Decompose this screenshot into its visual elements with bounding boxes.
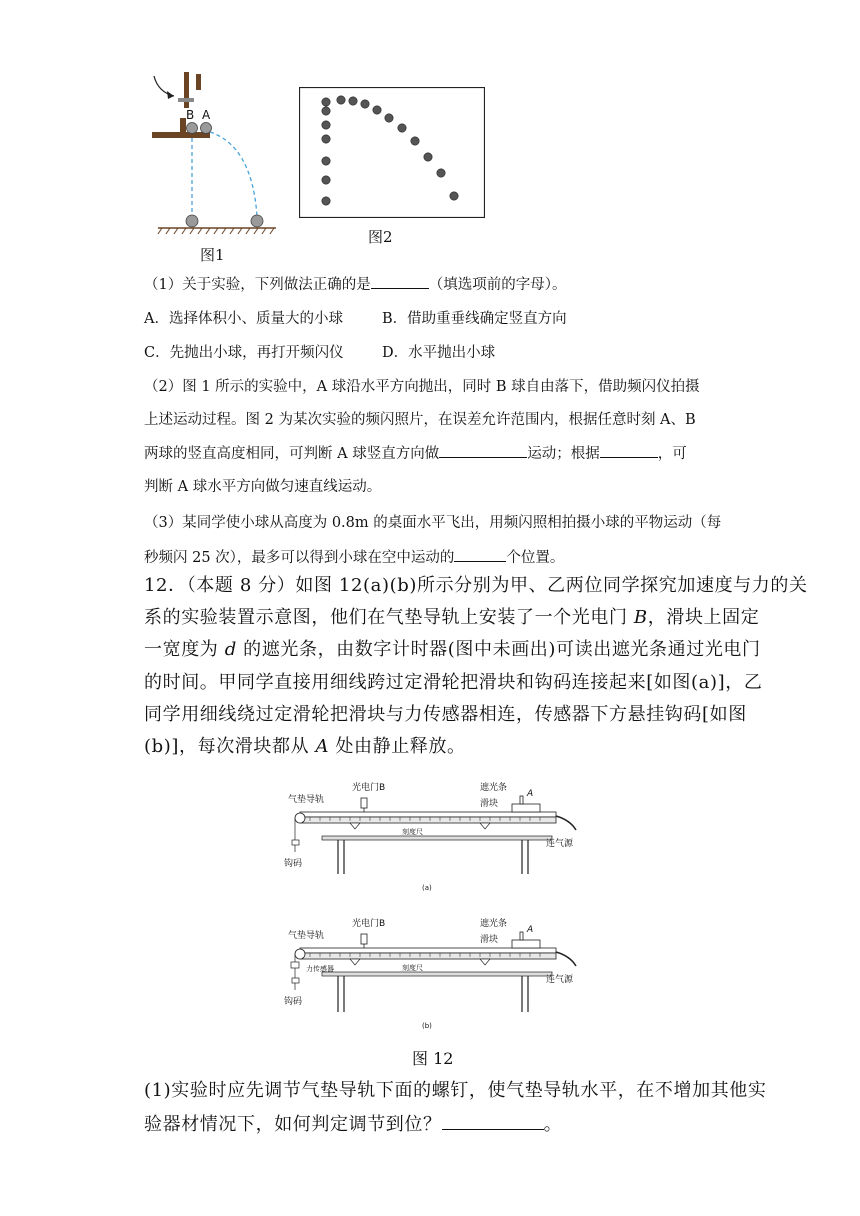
q1-stem bbox=[144, 274, 566, 295]
figure-12a-drawing bbox=[280, 774, 610, 896]
label-point-a-b: A bbox=[527, 925, 534, 935]
figure-12a bbox=[280, 774, 610, 896]
figure-2 bbox=[299, 87, 485, 218]
q12-line-3-before: 一宽度为 bbox=[144, 639, 225, 660]
q2-answer-blank-2[interactable] bbox=[600, 443, 658, 458]
q3-line-2-after: 个位置。 bbox=[506, 550, 565, 566]
q2-line-1: （2）图 1 所示的实验中，A 球沿水平方向抛出，同时 B 球自由落下，借助频闪仪拍摄 bbox=[144, 379, 700, 395]
label-shade-a: 遮光条 bbox=[480, 783, 508, 793]
figure-2-drawing bbox=[299, 87, 485, 218]
q1-option-c: C．先抛出小球，再打开频闪仪 bbox=[144, 345, 344, 361]
q12-line-3 bbox=[144, 637, 761, 663]
q12-line-6 bbox=[144, 734, 466, 760]
q2-answer-blank-1[interactable] bbox=[439, 443, 527, 458]
q12-1-line-1: (1)实验时应先调节气垫导轨下面的螺钉，使气垫导轨水平，在不增加其他实 bbox=[144, 1080, 767, 1101]
q12-line-4: 的时间。甲同学直接用细线跨过定滑轮把滑块和钩码连接起来[如图(a)]，乙 bbox=[144, 672, 763, 693]
q12-line-2 bbox=[144, 605, 759, 631]
q12-1-line-2-before: 验器材情况下，如何判定调节到位？ bbox=[144, 1114, 442, 1135]
q3-answer-blank[interactable] bbox=[454, 547, 506, 562]
label-photogate-a: 光电门B bbox=[352, 783, 386, 793]
q12-line-2-before: 系的实验装置示意图，他们在气垫导轨上安装了一个光电门 bbox=[144, 607, 634, 628]
label-photogate-b: 光电门B bbox=[352, 919, 386, 929]
q12-line-3-d: d bbox=[224, 639, 237, 660]
q1-stem-before: （1）关于实验，下列做法正确的是 bbox=[144, 277, 371, 293]
label-ruler-b: 刻度尺 bbox=[402, 964, 423, 972]
label-slider-b: 滑块 bbox=[480, 935, 499, 945]
q3-line-2-before: 秒频闪 25 次），最多可以得到小球在空中运动的 bbox=[144, 550, 455, 566]
q12-line-2-after: ，滑块上固定 bbox=[647, 607, 760, 628]
label-a: A bbox=[202, 108, 211, 122]
q2-line-3-before: 两球的竖直高度相同，可判断 A 球竖直方向做 bbox=[144, 446, 440, 462]
q12-1-line-2 bbox=[144, 1111, 562, 1138]
figure-12b-drawing bbox=[280, 908, 610, 1034]
q12-line-3-after: 的遮光条，由数字计时器(图中未画出)可读出遮光条通过光电门 bbox=[236, 639, 761, 660]
q3-line-1: （3）某同学使小球从高度为 0.8m 的桌面水平飞出，用频闪照相拍摄小球的平物运动（每 bbox=[144, 515, 722, 531]
q2-line-3 bbox=[144, 443, 687, 464]
q1-option-b: B．借助重垂线确定竖直方向 bbox=[382, 311, 567, 327]
figure-12b bbox=[280, 908, 610, 1034]
label-point-a-a: A bbox=[527, 789, 534, 799]
label-rail-b: 气垫导轨 bbox=[288, 931, 325, 941]
figure-1 bbox=[140, 66, 280, 266]
label-weight-b: 钩码 bbox=[284, 997, 303, 1007]
q2-line-4: 判断 A 球水平方向做匀速直线运动。 bbox=[144, 479, 382, 495]
figure-1-caption: 图1 bbox=[200, 246, 225, 264]
label-ruler-a: 刻度尺 bbox=[402, 828, 423, 836]
q3-line-2 bbox=[144, 547, 564, 568]
label-b: B bbox=[186, 108, 195, 122]
label-rail-a: 气垫导轨 bbox=[288, 795, 325, 805]
q12-1-answer-blank[interactable] bbox=[442, 1111, 544, 1130]
q1-answer-blank[interactable] bbox=[371, 274, 429, 289]
q12-line-2-b: B bbox=[633, 607, 648, 628]
q12-line-5: 同学用细线绕过定滑轮把滑块与力传感器相连，传感器下方悬挂钩码[如图 bbox=[144, 704, 747, 725]
q12-line-6-after: 处由静止释放。 bbox=[329, 736, 466, 757]
label-air-a: 连气源 bbox=[546, 839, 574, 849]
label-slider-a: 滑块 bbox=[480, 799, 499, 809]
figure-12-caption: 图 12 bbox=[412, 1049, 454, 1068]
q12-line-6-before: (b)]，每次滑块都从 bbox=[144, 736, 316, 757]
label-sub-a: (a) bbox=[422, 884, 432, 892]
q12-line-1: 12．（本题 8 分）如图 12(a)(b)所示分别为甲、乙两位同学探究加速度与力的关 bbox=[144, 575, 808, 596]
label-shade-b: 遮光条 bbox=[480, 919, 508, 929]
q1-stem-after: （填选项前的字母）。 bbox=[428, 277, 567, 293]
figure-2-caption: 图2 bbox=[368, 228, 393, 246]
q2-line-3-after: ，可 bbox=[657, 446, 687, 462]
q12-1-line-2-after: 。 bbox=[543, 1114, 563, 1135]
label-weight-a: 钩码 bbox=[284, 859, 303, 869]
q1-option-d: D．水平抛出小球 bbox=[382, 345, 496, 361]
label-sub-b: (b) bbox=[422, 1022, 432, 1030]
q2-line-2: 上述运动过程。图 2 为某次实验的频闪照片，在误差允许范围内，根据任意时刻 A、B bbox=[144, 412, 696, 428]
label-air-b: 连气源 bbox=[546, 975, 574, 985]
q12-line-6-a: A bbox=[315, 736, 330, 757]
figure-1-drawing bbox=[140, 66, 280, 266]
q2-line-3-mid: 运动；根据 bbox=[527, 446, 600, 462]
q1-option-a: A．选择体积小、质量大的小球 bbox=[144, 311, 343, 327]
label-sensor-b: 力传感器 bbox=[306, 965, 334, 973]
